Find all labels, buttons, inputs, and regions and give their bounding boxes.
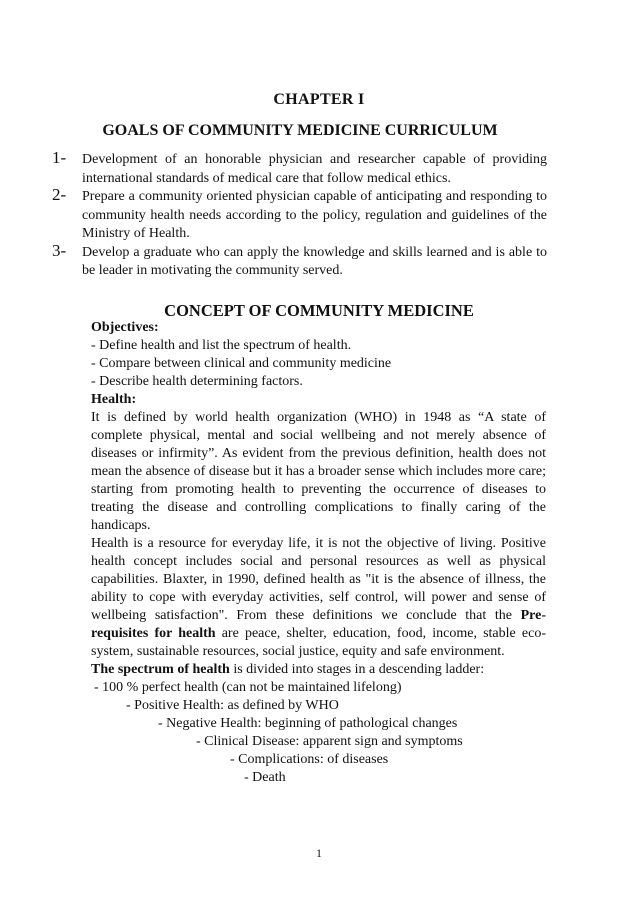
objective-item: - Define health and list the spectrum of health. xyxy=(91,338,352,353)
spectrum-term: The spectrum of health xyxy=(91,662,230,677)
goals-list xyxy=(0,148,638,281)
spectrum-intro: The spectrum of health is divided into stages in a descending ladder: xyxy=(91,662,485,677)
objectives-list xyxy=(91,337,546,391)
goal-number: 2- xyxy=(52,185,67,204)
goal-item xyxy=(0,240,547,281)
goal-text: Development of an honorable physician and researcher capable of providing international standards of medical care that follow medical ethics. xyxy=(82,152,547,186)
ladder-step: - 100 % perfect health (can not be maintained lifelong) xyxy=(94,680,402,695)
prerequisites-term: Pre-requisites for health xyxy=(91,608,546,641)
concept-body xyxy=(91,319,546,787)
ladder-step: - Death xyxy=(244,770,286,785)
health-resource-paragraph: Health is a resource for everyday life, it is not the objective of living. Positive health concept includes social and personal resources as well as physical capabilities. Blaxter, in 1990, defined health as "it is the absence of illness, the ability to cope with everyday activities, self control, will power and sense of wellbeing satisfaction". From these definitions we conclude that the Pre-requisites for health are peace, shelter, education, food, income, stable eco-system, sustainable resources, social justice, equity and safe environment. xyxy=(91,536,546,659)
ladder-step: - Positive Health: as defined by WHO xyxy=(126,698,339,713)
spectrum-ladder xyxy=(91,679,546,787)
chapter-heading: CHAPTER I xyxy=(273,91,365,108)
goal-text: Develop a graduate who can apply the knowledge and skills learned and is able to be leader in motivating the community served. xyxy=(82,244,547,278)
objective-item: - Describe health determining factors. xyxy=(91,374,303,389)
goal-item xyxy=(0,185,547,244)
concept-title: CONCEPT OF COMMUNITY MEDICINE xyxy=(164,301,474,320)
goals-title: GOALS OF COMMUNITY MEDICINE CURRICULUM xyxy=(102,122,498,139)
objective-item: - Compare between clinical and community medicine xyxy=(91,356,392,371)
goal-text: Prepare a community oriented physician capable of anticipating and responding to community health needs according to the policy, regulation and guidelines of the Ministry of Health. xyxy=(82,189,547,241)
ladder-step: - Complications: of diseases xyxy=(230,752,389,767)
ladder-step: - Negative Health: beginning of pathological changes xyxy=(158,716,458,731)
page-number: 1 xyxy=(316,846,322,860)
goal-number: 3- xyxy=(52,240,67,260)
health-label: Health: xyxy=(91,392,137,407)
goal-item xyxy=(0,148,547,188)
objectives-label: Objectives: xyxy=(91,320,159,335)
goal-number: 1- xyxy=(52,148,67,167)
ladder-step: - Clinical Disease: apparent sign and symptoms xyxy=(196,734,463,749)
health-definition-paragraph: It is defined by world health organization (WHO) in 1948 as “A state of complete physical, mental and social wellbeing and not merely absence of diseases or infirmity”. As evident from the previous definition, health does not mean the absence of disease but it has a broader sense which includes more care; starting from promoting health to preventing the occurrence of diseases to treating the disease and controlling complications to finally caring of the handicaps. xyxy=(91,410,546,533)
